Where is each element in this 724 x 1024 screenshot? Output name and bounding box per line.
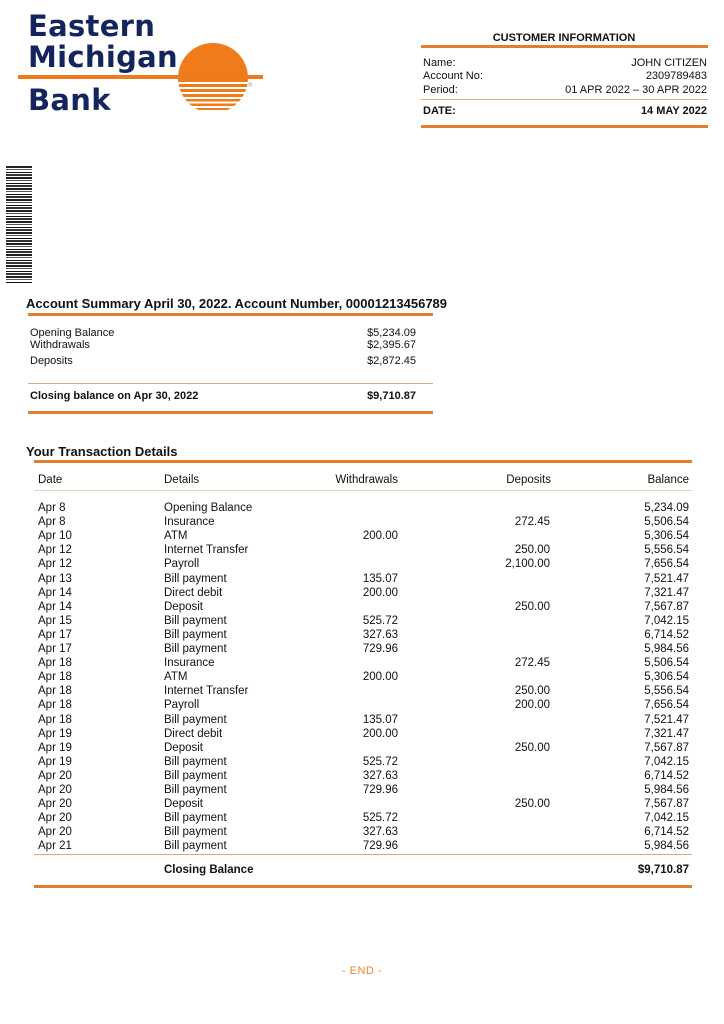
transaction-details: Insurance	[164, 516, 215, 529]
transaction-balance: 5,984.56	[644, 784, 689, 796]
closing-label: Closing balance on Apr 30, 2022	[30, 390, 199, 402]
column-header-withdrawals: Withdrawals	[335, 474, 398, 486]
transaction-withdrawal: 200.00	[362, 727, 398, 740]
transaction-withdrawal: 525.72	[362, 755, 398, 768]
table-row	[38, 727, 689, 741]
statement-date-row	[423, 105, 707, 117]
account-number-row	[423, 70, 707, 82]
transaction-date: Apr 8	[38, 516, 66, 529]
summary-value: $5,234.09	[367, 327, 416, 339]
logo-text-bank: Bank	[28, 83, 111, 117]
transaction-date: Apr 18	[38, 699, 72, 712]
transaction-balance: 7,042.15	[644, 755, 689, 768]
transaction-date: Apr 20	[38, 798, 72, 811]
column-header-balance: Balance	[647, 474, 689, 486]
transaction-date: Apr 21	[38, 840, 72, 853]
transaction-date: Apr 18	[38, 713, 72, 726]
transaction-date: Apr 13	[38, 572, 72, 585]
transaction-date: Apr 17	[38, 643, 72, 655]
table-row	[38, 586, 689, 600]
transaction-date: Apr 18	[38, 671, 72, 684]
transaction-details: Bill payment	[164, 840, 227, 853]
transaction-date: Apr 19	[38, 727, 72, 740]
transaction-details: Bill payment	[164, 826, 227, 839]
transaction-date: Apr 8	[38, 502, 66, 514]
table-row	[38, 529, 689, 543]
summary-label: Withdrawals	[30, 339, 90, 351]
table-row	[38, 797, 689, 811]
transaction-balance: 5,984.56	[644, 643, 689, 655]
transaction-withdrawal: 200.00	[362, 586, 398, 599]
transaction-details: Direct debit	[164, 586, 223, 599]
logo-text-eastern: Eastern	[28, 9, 156, 43]
period-value: 01 APR 2022 – 30 APR 2022	[565, 84, 707, 96]
transaction-deposit: 250.00	[514, 600, 550, 613]
transactions-title: Your Transaction Details	[26, 444, 178, 459]
closing-balance-label: Closing Balance	[164, 864, 254, 876]
divider	[34, 490, 692, 491]
transaction-date: Apr 20	[38, 826, 72, 839]
table-row	[38, 684, 689, 698]
transaction-deposit: 272.45	[514, 657, 550, 670]
transaction-withdrawal: 729.96	[362, 643, 398, 655]
transaction-details: Direct debit	[164, 727, 223, 740]
transaction-balance: 7,567.87	[644, 741, 689, 754]
transaction-balance: 7,567.87	[644, 798, 689, 811]
transaction-deposit: 250.00	[514, 798, 550, 811]
table-row	[38, 755, 689, 769]
closing-value: $9,710.87	[367, 390, 416, 402]
table-row	[38, 670, 689, 684]
column-header-details: Details	[164, 474, 200, 486]
transaction-date: Apr 20	[38, 784, 72, 796]
transaction-details: Bill payment	[164, 713, 227, 726]
sunset-logo-icon	[178, 43, 248, 113]
transaction-withdrawal: 327.63	[362, 826, 398, 839]
transaction-deposit: 200.00	[514, 699, 550, 712]
transaction-date: Apr 12	[38, 558, 72, 571]
transaction-balance: 7,656.54	[644, 699, 689, 712]
table-row	[38, 515, 689, 529]
registered-mark: ®	[248, 83, 253, 89]
divider	[28, 411, 433, 414]
transaction-date: Apr 19	[38, 755, 72, 768]
transaction-date: Apr 10	[38, 530, 72, 543]
transaction-details: Payroll	[164, 558, 200, 571]
table-row	[38, 713, 689, 727]
transaction-balance: 5,506.54	[644, 516, 689, 529]
transaction-details: Deposit	[164, 798, 203, 811]
transaction-balance: 5,556.54	[644, 685, 689, 698]
summary-row	[30, 355, 416, 367]
transaction-details: Bill payment	[164, 628, 227, 641]
summary-closing-row	[30, 390, 416, 402]
barcode-icon	[6, 166, 32, 284]
divider	[34, 854, 692, 855]
table-row	[38, 839, 689, 853]
date-label: DATE:	[423, 105, 456, 117]
transaction-balance: 6,714.52	[644, 826, 689, 839]
transaction-balance: 5,306.54	[644, 671, 689, 684]
table-row	[38, 825, 689, 839]
table-row	[38, 600, 689, 614]
transaction-date: Apr 12	[38, 544, 72, 557]
table-row	[38, 543, 689, 557]
table-row	[38, 656, 689, 670]
divider	[28, 313, 433, 316]
table-header	[38, 473, 689, 487]
transaction-date: Apr 20	[38, 769, 72, 782]
transaction-balance: 5,984.56	[644, 840, 689, 853]
transaction-withdrawal: 729.96	[362, 784, 398, 796]
transaction-details: Internet Transfer	[164, 544, 249, 557]
transaction-deposit: 2,100.00	[505, 558, 550, 571]
summary-value: $2,872.45	[367, 355, 416, 367]
transaction-withdrawal: 135.07	[362, 572, 398, 585]
transaction-withdrawal: 135.07	[362, 713, 398, 726]
transaction-balance: 7,042.15	[644, 812, 689, 825]
name-value: JOHN CITIZEN	[631, 57, 707, 69]
summary-row	[30, 327, 416, 339]
account-summary-title: Account Summary April 30, 2022. Account Number, 00001213456789	[26, 296, 448, 311]
name-label: Name:	[423, 57, 456, 69]
summary-row	[30, 339, 416, 351]
transaction-balance: 5,234.09	[644, 502, 689, 514]
transaction-details: Deposit	[164, 600, 203, 613]
transaction-balance: 7,656.54	[644, 558, 689, 571]
customer-info-title: CUSTOMER INFORMATION	[492, 32, 636, 44]
transaction-withdrawal: 327.63	[362, 769, 398, 782]
table-row	[38, 557, 689, 571]
divider	[421, 125, 708, 128]
transaction-details: Bill payment	[164, 769, 227, 782]
transaction-withdrawal: 200.00	[362, 530, 398, 543]
transaction-details: Bill payment	[164, 572, 227, 585]
end-marker: - END -	[341, 965, 383, 977]
customer-name-row	[423, 57, 707, 69]
column-header-date: Date	[38, 474, 63, 486]
transaction-deposit: 250.00	[514, 741, 550, 754]
summary-value: $2,395.67	[367, 339, 416, 351]
table-row	[38, 642, 689, 656]
summary-label: Deposits	[30, 355, 73, 367]
transaction-details: Bill payment	[164, 755, 227, 768]
table-row	[38, 614, 689, 628]
divider	[28, 383, 433, 384]
transaction-balance: 7,521.47	[644, 713, 689, 726]
logo-text-michigan: Michigan	[28, 40, 178, 74]
transaction-balance: 7,321.47	[644, 586, 689, 599]
transaction-details: Bill payment	[164, 643, 227, 655]
transaction-details: Payroll	[164, 699, 200, 712]
transaction-balance: 6,714.52	[644, 628, 689, 641]
transaction-date: Apr 19	[38, 741, 72, 754]
transaction-withdrawal: 729.96	[362, 840, 398, 853]
transaction-balance: 7,567.87	[644, 600, 689, 613]
table-row	[38, 769, 689, 783]
transaction-balance: 6,714.52	[644, 769, 689, 782]
transaction-withdrawal: 200.00	[362, 671, 398, 684]
table-row	[38, 572, 689, 586]
period-row	[423, 84, 707, 96]
transaction-deposit: 250.00	[514, 544, 550, 557]
column-header-deposits: Deposits	[506, 474, 551, 486]
transaction-balance: 7,321.47	[644, 727, 689, 740]
transaction-details: ATM	[164, 671, 188, 684]
divider	[421, 45, 708, 48]
transaction-date: Apr 20	[38, 812, 72, 825]
transaction-deposit: 250.00	[514, 685, 550, 698]
transaction-details: Deposit	[164, 741, 203, 754]
transaction-date: Apr 14	[38, 586, 72, 599]
divider	[34, 885, 692, 888]
table-row	[38, 811, 689, 825]
transaction-date: Apr 18	[38, 685, 72, 698]
transaction-date: Apr 18	[38, 657, 72, 670]
summary-label: Opening Balance	[30, 327, 115, 339]
transaction-balance: 5,506.54	[644, 657, 689, 670]
transaction-deposit: 272.45	[514, 516, 550, 529]
transaction-balance: 5,306.54	[644, 530, 689, 543]
table-row	[38, 501, 689, 515]
transaction-details: Bill payment	[164, 812, 227, 825]
transaction-details: ATM	[164, 530, 188, 543]
account-label: Account No:	[423, 70, 483, 82]
closing-balance-row	[38, 863, 689, 877]
transaction-details: Bill payment	[164, 614, 227, 627]
table-row	[38, 628, 689, 642]
transaction-withdrawal: 525.72	[362, 812, 398, 825]
transaction-balance: 5,556.54	[644, 544, 689, 557]
transaction-withdrawal: 525.72	[362, 614, 398, 627]
table-row	[38, 783, 689, 797]
transaction-details: Bill payment	[164, 784, 227, 796]
divider	[34, 460, 692, 463]
transaction-date: Apr 15	[38, 614, 72, 627]
transaction-details: Internet Transfer	[164, 685, 249, 698]
transaction-details: Opening Balance	[164, 502, 253, 514]
account-value: 2309789483	[645, 70, 707, 82]
transaction-balance: 7,521.47	[644, 572, 689, 585]
transaction-withdrawal: 327.63	[362, 628, 398, 641]
transaction-details: Insurance	[164, 657, 215, 670]
period-label: Period:	[423, 84, 458, 96]
transaction-date: Apr 17	[38, 628, 72, 641]
divider	[421, 99, 708, 100]
transaction-balance: 7,042.15	[644, 614, 689, 627]
date-value: 14 MAY 2022	[640, 105, 707, 117]
closing-balance-value: $9,710.87	[637, 864, 689, 876]
table-row	[38, 741, 689, 755]
transaction-date: Apr 14	[38, 600, 72, 613]
table-row	[38, 698, 689, 712]
